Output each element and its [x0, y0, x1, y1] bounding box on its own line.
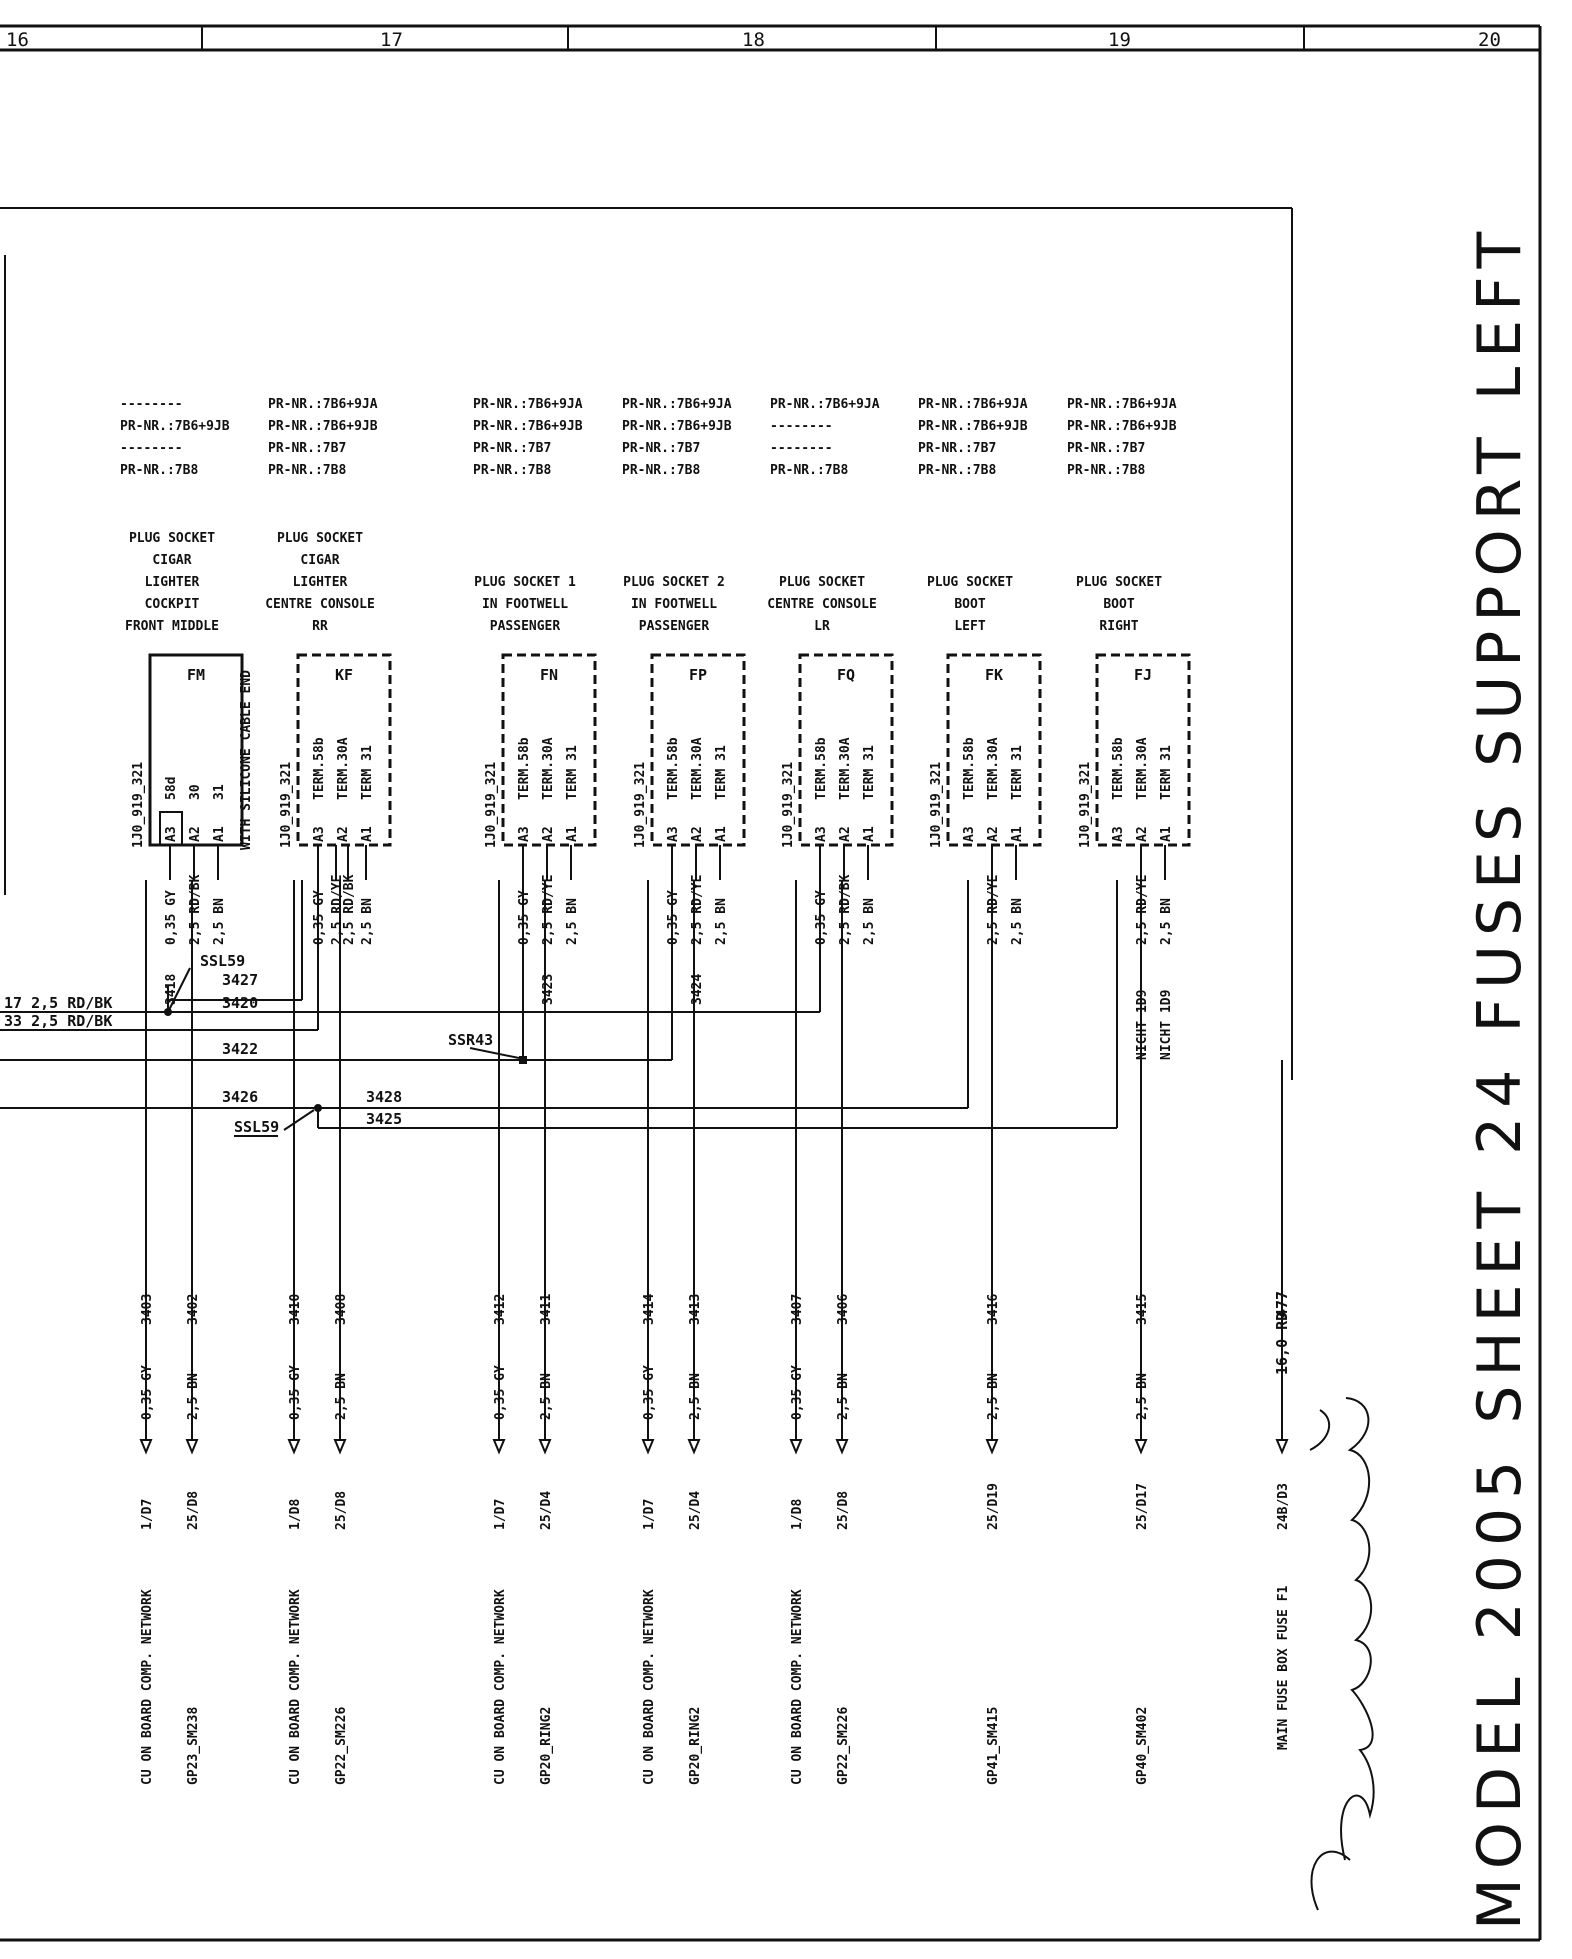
pin-name: TERM.30A: [838, 737, 853, 800]
connector-arrow: [494, 1440, 504, 1452]
component-id: FQ: [836, 666, 856, 684]
pin-name: 58d: [164, 776, 179, 800]
part-number: 1J0_919_321: [929, 761, 944, 848]
left-feed-label: 17 2,5 RD/BK: [4, 994, 113, 1012]
pin-id: A2: [1135, 826, 1150, 842]
component-label: FRONT MIDDLE: [125, 619, 219, 634]
splice-label: SSR43: [448, 1031, 494, 1049]
connector-ref: 1/D7: [642, 1498, 657, 1530]
wire-label: 2,5 BN: [714, 898, 729, 945]
pr-number: PR-NR.:7B6+9JA: [1067, 397, 1177, 412]
connector-ref: 25/D4: [539, 1490, 554, 1530]
pr-number: PR-NR.:7B7: [918, 441, 997, 456]
pin-id: A3: [164, 826, 179, 842]
wire-number: 3416: [986, 1293, 1001, 1325]
cayenne-logo: [1310, 1398, 1374, 1910]
component-fp: [622, 397, 744, 1785]
pin-name: TERM.30A: [690, 737, 705, 800]
component-id: FN: [539, 666, 559, 684]
wire-label: 2,5 RD/YE: [1135, 874, 1150, 945]
pin-name: 31: [212, 784, 227, 800]
wire-label: 2,5 RD/YE: [541, 874, 556, 945]
component-label: PASSENGER: [638, 619, 710, 634]
wire-number: 3410: [288, 1293, 303, 1325]
pr-number: PR-NR.:7B6+9JA: [918, 397, 1028, 412]
pr-number: PR-NR.:7B7: [622, 441, 701, 456]
pin-id: A2: [541, 826, 556, 842]
connector-arrow: [1136, 1440, 1146, 1452]
destination-label: GP22_SM226: [334, 1706, 349, 1785]
component-label: CIGAR: [300, 553, 340, 568]
component-label: PLUG SOCKET: [1075, 575, 1163, 590]
wire-label: 0,35 GY: [517, 890, 532, 945]
connector-arrow: [837, 1440, 847, 1452]
component-note: WITH SILICONE CABLE END: [239, 669, 254, 850]
pin-name: TERM.30A: [541, 737, 556, 800]
destination-label: CU ON BOARD COMP. NETWORK: [493, 1589, 508, 1785]
wire-number: 3407: [790, 1293, 805, 1325]
wire-label: 2,5 RD/BK: [342, 874, 357, 945]
pr-number: PR-NR.:7B7: [473, 441, 552, 456]
wire-number: 3424: [690, 973, 705, 1005]
main-fuse-destination: MAIN FUSE BOX FUSE F1: [1276, 1585, 1291, 1750]
pin-name: TERM.58b: [666, 737, 681, 800]
component-label: RIGHT: [1099, 619, 1139, 634]
connector-ref: 25/D17: [1135, 1483, 1150, 1530]
connector-ref: 25/D4: [688, 1490, 703, 1530]
destination-label: GP40_SM402: [1135, 1706, 1150, 1785]
wire-number: 3402: [186, 1293, 201, 1325]
main-fuse-lead: [1273, 1060, 1291, 1750]
destination-label: CU ON BOARD COMP. NETWORK: [140, 1589, 155, 1785]
column-label: 18: [742, 29, 765, 51]
pin-name: TERM 31: [1010, 745, 1025, 800]
connector-arrow: [335, 1440, 345, 1452]
wire-label: 2,5 RD/YE: [330, 874, 345, 945]
pin-id: A3: [312, 826, 327, 842]
component-id: FJ: [1133, 666, 1153, 684]
wire-number: 3412: [493, 1293, 508, 1325]
wire-number: 3403: [140, 1293, 155, 1325]
pin-id: A3: [1111, 826, 1126, 842]
pin-name: 30: [188, 784, 203, 800]
main-fuse-number: 477: [1273, 1290, 1291, 1318]
component-label: COCKPIT: [144, 597, 200, 612]
component-id: FM: [186, 666, 206, 684]
pr-number: PR-NR.:7B8: [770, 463, 849, 478]
component-label: BOOT: [1103, 597, 1135, 612]
component-id: FK: [984, 666, 1004, 684]
destination-label: CU ON BOARD COMP. NETWORK: [288, 1589, 303, 1785]
component-label: IN FOOTWELL: [481, 597, 569, 612]
pin-name: TERM 31: [714, 745, 729, 800]
components-layer: [120, 397, 1189, 1785]
connector-arrow: [791, 1440, 801, 1452]
pr-number: PR-NR.:7B7: [268, 441, 347, 456]
bus-number: 3422: [222, 1040, 259, 1058]
pr-number: PR-NR.:7B6+9JB: [918, 419, 1028, 434]
pin-id: A2: [336, 826, 351, 842]
connector-arrow: [289, 1440, 299, 1452]
pin-name: TERM.30A: [1135, 737, 1150, 800]
component-label: LIGHTER: [292, 575, 348, 590]
component-label: PLUG SOCKET 1: [474, 575, 576, 590]
pin-id: A1: [1159, 826, 1174, 842]
pr-number: PR-NR.:7B6+9JA: [473, 397, 583, 412]
bus-number: 3428: [366, 1088, 403, 1106]
wire-label: 2,5 BN: [1135, 1373, 1150, 1420]
pin-id: A3: [666, 826, 681, 842]
wire-label: 0,35 GY: [790, 1365, 805, 1420]
component-fq: [767, 397, 892, 1785]
wire-number: 3408: [334, 1293, 349, 1325]
component-label: PLUG SOCKET: [128, 531, 216, 546]
pr-number: PR-NR.:7B8: [120, 463, 199, 478]
pin-id: A1: [565, 826, 580, 842]
pr-number: PR-NR.:7B8: [268, 463, 347, 478]
wire-label: 2,5 BN: [565, 898, 580, 945]
pin-id: A3: [814, 826, 829, 842]
part-number: 1J0_919_321: [1078, 761, 1093, 848]
wire-label: 2,5 RD/YE: [986, 874, 1001, 945]
component-label: IN FOOTWELL: [630, 597, 718, 612]
pin-id: A2: [188, 826, 203, 842]
pr-number: --------: [120, 441, 183, 456]
wire-number: NICHT 1D9: [1135, 989, 1150, 1060]
connector-ref: 25/D8: [334, 1490, 349, 1530]
wire-label: 2,5 RD/BK: [838, 874, 853, 945]
component-label: LEFT: [954, 619, 986, 634]
pin-name: TERM.58b: [962, 737, 977, 800]
pr-number: --------: [770, 419, 833, 434]
pin-name: TERM 31: [360, 745, 375, 800]
wire-label: 0,35 GY: [140, 1365, 155, 1420]
component-label: PLUG SOCKET 2: [623, 575, 725, 590]
pr-number: PR-NR.:7B6+9JA: [268, 397, 378, 412]
wire-label: 2,5 BN: [836, 1373, 851, 1420]
column-label: 19: [1108, 29, 1131, 51]
pr-number: PR-NR.:7B6+9JB: [1067, 419, 1177, 434]
pin-name: TERM.58b: [814, 737, 829, 800]
connector-ref: 25/D8: [836, 1490, 851, 1530]
wire-label: 2,5 BN: [334, 1373, 349, 1420]
pr-number: PR-NR.:7B6+9JB: [120, 419, 230, 434]
wire-label: 2,5 BN: [1159, 898, 1174, 945]
pr-number: PR-NR.:7B7: [1067, 441, 1146, 456]
wire-label: 2,5 BN: [862, 898, 877, 945]
component-label: PLUG SOCKET: [778, 575, 866, 590]
pin-id: A3: [962, 826, 977, 842]
wire-label: 0,35 GY: [493, 1365, 508, 1420]
destination-label: CU ON BOARD COMP. NETWORK: [642, 1589, 657, 1785]
connector-ref: 1/D8: [790, 1498, 805, 1530]
connector-ref: 1/D7: [493, 1498, 508, 1530]
splice-node: [519, 1056, 527, 1064]
wire-number: 3406: [836, 1293, 851, 1325]
pin-id: A1: [212, 826, 227, 842]
pin-name: TERM.30A: [986, 737, 1001, 800]
destination-label: CU ON BOARD COMP. NETWORK: [790, 1589, 805, 1785]
pr-number: PR-NR.:7B6+9JB: [622, 419, 732, 434]
bus-number: 3426: [222, 1088, 259, 1106]
pin-id: A2: [838, 826, 853, 842]
pin-id: A1: [862, 826, 877, 842]
wire-label: 2,5 RD/YE: [690, 874, 705, 945]
sheet-title: MODEL 2005 SHEET 24 FUSES SUPPORT LEFT: [1465, 222, 1535, 1930]
part-number: 1J0_919_321: [484, 761, 499, 848]
pin-name: TERM.58b: [517, 737, 532, 800]
component-label: PASSENGER: [489, 619, 561, 634]
bus-number: 3420: [222, 994, 259, 1012]
component-label: BOOT: [954, 597, 986, 612]
component-fj: [1067, 397, 1189, 1785]
wire-label: 2,5 BN: [212, 898, 227, 945]
pin-id: A2: [690, 826, 705, 842]
pr-number: PR-NR.:7B6+9JA: [770, 397, 880, 412]
connector-arrow: [987, 1440, 997, 1452]
pin-name: TERM 31: [1159, 745, 1174, 800]
wire-number: 3423: [541, 973, 556, 1005]
pr-number: --------: [770, 441, 833, 456]
wire-label: 2,5 BN: [688, 1373, 703, 1420]
wire-number: 3411: [539, 1293, 554, 1325]
wire-number: 3415: [1135, 1293, 1150, 1325]
component-label: LR: [814, 619, 830, 634]
wire-label: 0,35 GY: [288, 1365, 303, 1420]
pr-number: PR-NR.:7B8: [1067, 463, 1146, 478]
pr-number: --------: [120, 397, 183, 412]
pr-number: PR-NR.:7B6+9JB: [473, 419, 583, 434]
connector-arrow: [689, 1440, 699, 1452]
connector-arrow: [540, 1440, 550, 1452]
pin-id: A2: [986, 826, 1001, 842]
main-fuse-ref: 24B/D3: [1276, 1483, 1291, 1530]
part-number: 1J0_919_321: [279, 761, 294, 848]
wire-number: 3418: [164, 973, 179, 1005]
wire-number: 3414: [642, 1293, 657, 1325]
wire-label: 0,35 GY: [312, 890, 327, 945]
component-label: CENTRE CONSOLE: [265, 597, 375, 612]
component-label: RR: [312, 619, 328, 634]
connector-arrow: [187, 1440, 197, 1452]
left-feed-label: 33 2,5 RD/BK: [4, 1012, 113, 1030]
wire-label: 0,35 GY: [666, 890, 681, 945]
wire-label: 2,5 BN: [539, 1373, 554, 1420]
wire-number: NICHT 1D9: [1159, 989, 1174, 1060]
pin-id: A1: [714, 826, 729, 842]
connector-ref: 25/D8: [186, 1490, 201, 1530]
column-label: 20: [1478, 29, 1501, 51]
destination-label: GP23_SM238: [186, 1706, 201, 1785]
pr-number: PR-NR.:7B8: [473, 463, 552, 478]
part-number: 1J0_919_321: [633, 761, 648, 848]
main-fuse-wire: 16,0 RD: [1273, 1311, 1291, 1375]
wire-number: 3413: [688, 1293, 703, 1325]
splice-label: SSL59: [200, 952, 246, 970]
pin-name: TERM 31: [565, 745, 580, 800]
pin-id: A3: [517, 826, 532, 842]
wire-label: 2,5 BN: [1010, 898, 1025, 945]
component-label: LIGHTER: [144, 575, 200, 590]
pr-number: PR-NR.:7B8: [622, 463, 701, 478]
component-id: FP: [688, 666, 708, 684]
connector-ref: 25/D19: [986, 1483, 1001, 1530]
destination-label: GP22_SM226: [836, 1706, 851, 1785]
component-label: CENTRE CONSOLE: [767, 597, 877, 612]
destination-label: GP20_RING2: [688, 1706, 703, 1785]
pin-name: TERM.58b: [312, 737, 327, 800]
connector-arrow: [643, 1440, 653, 1452]
pin-name: TERM.30A: [336, 737, 351, 800]
wire-label: 2,5 RD/BK: [188, 874, 203, 945]
component-fn: [473, 397, 595, 1785]
part-number: 1J0_919_321: [781, 761, 796, 848]
part-number: 1J0_919_321: [131, 761, 146, 848]
column-label: 17: [380, 29, 403, 51]
component-label: PLUG SOCKET: [276, 531, 364, 546]
connector-ref: 1/D8: [288, 1498, 303, 1530]
wire-label: 2,5 BN: [186, 1373, 201, 1420]
component-fk: [918, 397, 1040, 1785]
pr-number: PR-NR.:7B6+9JA: [622, 397, 732, 412]
bus-number: 3427: [222, 971, 259, 989]
wire-label: 0,35 GY: [814, 890, 829, 945]
component-label: CIGAR: [152, 553, 192, 568]
component-id: KF: [334, 666, 354, 684]
pr-number: PR-NR.:7B6+9JB: [268, 419, 378, 434]
pr-number: PR-NR.:7B8: [918, 463, 997, 478]
wire-label: 2,5 BN: [360, 898, 375, 945]
splice-label: SSL59: [234, 1118, 280, 1136]
destination-label: GP20_RING2: [539, 1706, 554, 1785]
pin-name: TERM 31: [862, 745, 877, 800]
pin-name: TERM.58b: [1111, 737, 1126, 800]
connector-arrow: [141, 1440, 151, 1452]
inner-frame: [0, 208, 1292, 1080]
bus-number: 3425: [366, 1110, 403, 1128]
wire-label: 0,35 GY: [642, 1365, 657, 1420]
connector-ref: 1/D7: [140, 1498, 155, 1530]
column-label: 16: [6, 29, 29, 51]
pin-id: A1: [360, 826, 375, 842]
component-label: PLUG SOCKET: [926, 575, 1014, 590]
wire-label: 0,35 GY: [164, 890, 179, 945]
destination-label: GP41_SM415: [986, 1706, 1001, 1785]
pin-id: A1: [1010, 826, 1025, 842]
wire-label: 2,5 BN: [986, 1373, 1001, 1420]
